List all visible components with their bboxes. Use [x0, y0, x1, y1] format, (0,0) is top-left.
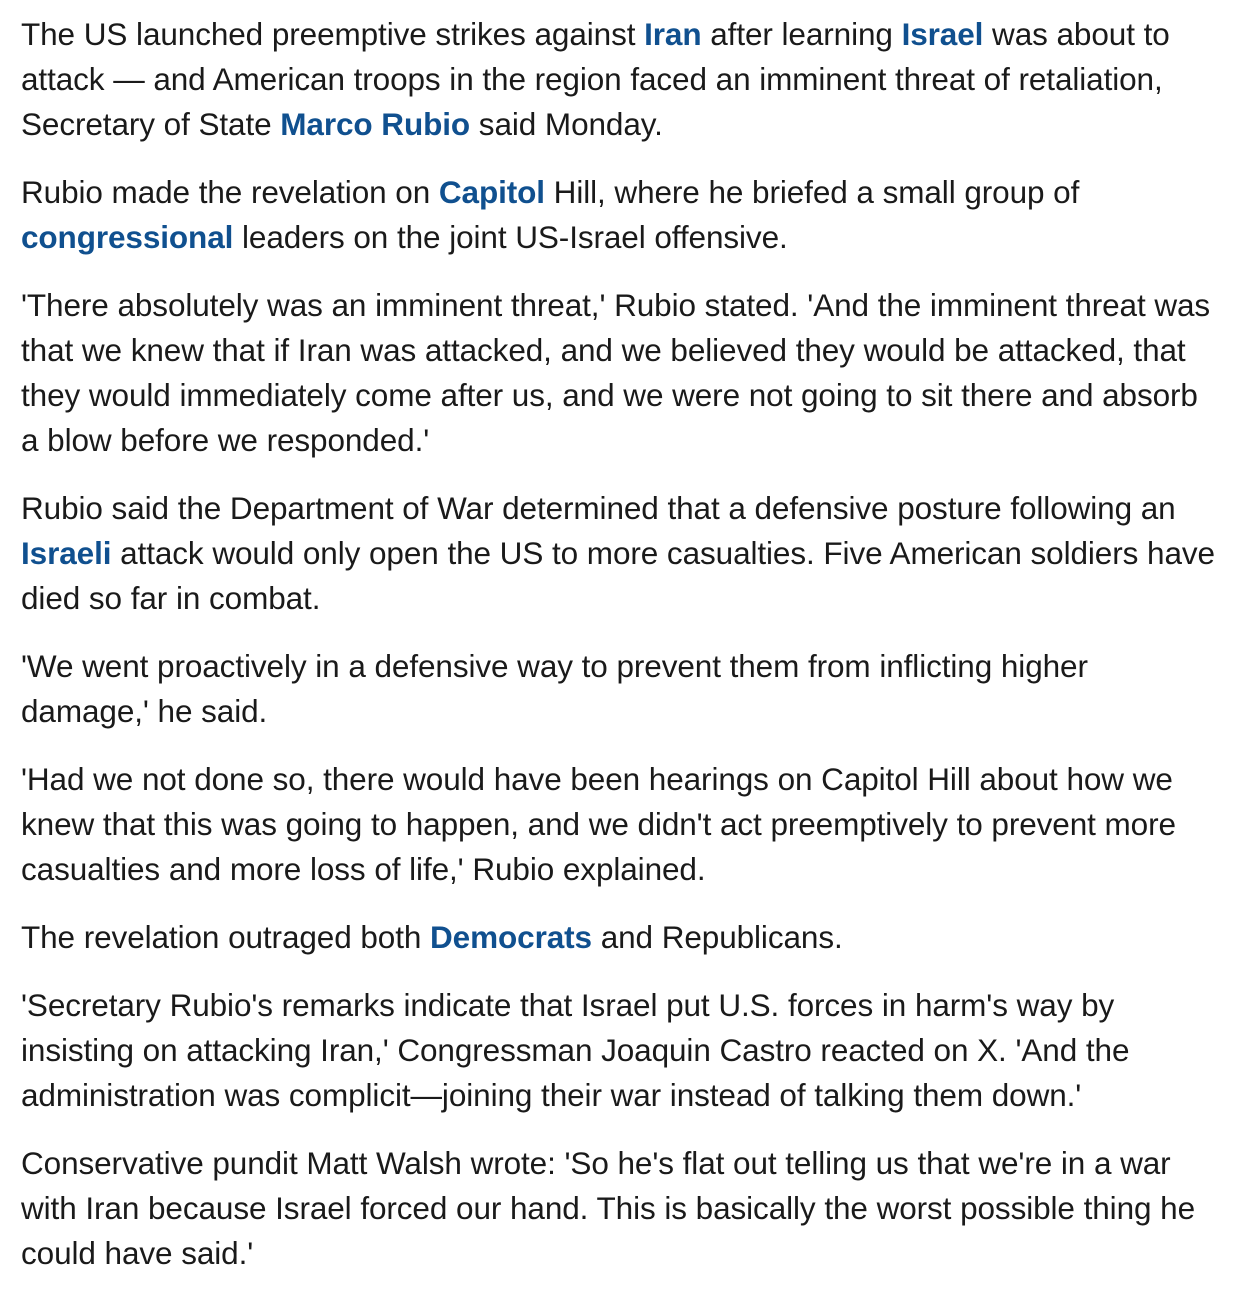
paragraph-text: Rubio made the revelation on — [21, 174, 439, 210]
article-paragraph — [21, 170, 1215, 260]
paragraph-text: 'There absolutely was an imminent threat,' Rubio stated. 'And the imminent threat was that we knew that if Iran was attacked, and we believed they would be attacked, that they would immediately come after us, and we were not going to sit there and absorb a blow before we responded.' — [21, 287, 1211, 458]
paragraph-text: leaders on the joint US-Israel offensive. — [233, 219, 788, 255]
paragraph-text: Rubio said the Department of War determined that a defensive posture following an — [21, 490, 1176, 526]
inline-link[interactable]: congressional — [21, 219, 234, 255]
paragraph-text: Hill, where he briefed a small group of — [544, 174, 1080, 210]
paragraph-text: and Republicans. — [591, 919, 843, 955]
paragraph-text: 'Had we not done so, there would have been hearings on Capitol Hill about how we knew that this was going to happen, and we didn't act preemptively to prevent more casualties and more loss of life,' Rubio explained. — [21, 761, 1176, 887]
paragraph-text: was about to attack — and American troops in the region faced an imminent threat of retaliation, Secretary of State — [21, 16, 1170, 142]
inline-link[interactable]: Israeli — [21, 535, 112, 571]
inline-link[interactable]: Democrats — [430, 919, 592, 955]
paragraph-text: after learning — [701, 16, 902, 52]
article-paragraph — [21, 644, 1215, 734]
paragraph-text: 'We went proactively in a defensive way to prevent them from inflicting higher damage,' he said. — [21, 648, 1088, 729]
article-paragraph — [21, 983, 1215, 1118]
article-paragraph — [21, 486, 1215, 621]
inline-link[interactable]: Capitol — [438, 174, 545, 210]
article-paragraph — [21, 12, 1215, 147]
paragraph-text: 'Secretary Rubio's remarks indicate that Israel put U.S. forces in harm's way by insisting on attacking Iran,' Congressman Joaquin Castro reacted on X. 'And the administration was complicit—joining their war instead of talking them down.' — [21, 987, 1130, 1113]
paragraph-text: Conservative pundit Matt Walsh wrote: 'So he's flat out telling us that we're in a war with Iran because Israel forced our hand. This is basically the worst possible thing he could have said.' — [21, 1145, 1195, 1271]
article-paragraph — [21, 915, 1215, 960]
article-paragraph — [21, 1141, 1215, 1276]
article-paragraph — [21, 283, 1215, 463]
inline-link[interactable]: Iran — [644, 16, 702, 52]
article-paragraph — [21, 757, 1215, 892]
inline-link[interactable]: Marco Rubio — [280, 106, 471, 142]
paragraph-text: attack would only open the US to more casualties. Five American soldiers have died so far in combat. — [21, 535, 1215, 616]
paragraph-text: The US launched preemptive strikes against — [21, 16, 645, 52]
inline-link[interactable]: Israel — [901, 16, 984, 52]
paragraph-text: The revelation outraged both — [21, 919, 431, 955]
paragraph-text: said Monday. — [470, 106, 663, 142]
